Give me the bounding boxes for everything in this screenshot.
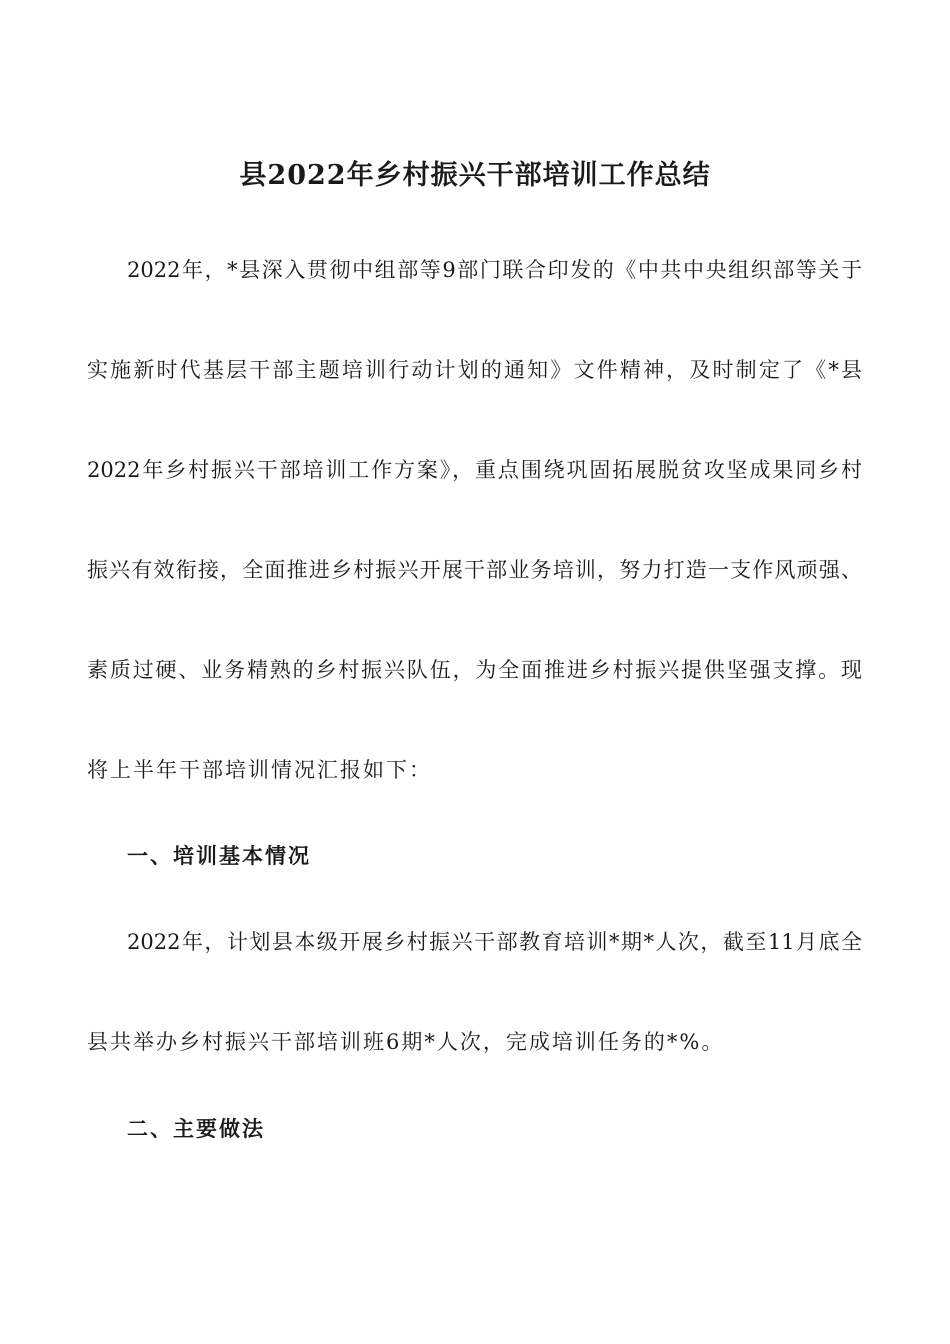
paragraph-line: 振兴有效衔接，全面推进乡村振兴开展干部业务培训，努力打造一支作风顽强、	[87, 558, 862, 582]
section-heading: 二、主要做法	[127, 1116, 265, 1141]
paragraph-line: 2022年乡村振兴干部培训工作方案》，重点围绕巩固拓展脱贫攻坚成果同乡村	[87, 458, 862, 482]
section-heading: 一、培训基本情况	[127, 843, 311, 868]
paragraph-line: 2022年，*县深入贯彻中组部等9部门联合印发的《中共中央组织部等关于	[127, 258, 862, 282]
paragraph-line: 素质过硬、业务精熟的乡村振兴队伍，为全面推进乡村振兴提供坚强支撑。现	[87, 658, 862, 682]
paragraph-line: 县共举办乡村振兴干部培训班6期*人次，完成培训任务的*%。	[87, 1030, 725, 1054]
paragraph-line: 实施新时代基层干部主题培训行动计划的通知》文件精神，及时制定了《*县	[87, 358, 862, 382]
paragraph-line: 2022年，计划县本级开展乡村振兴干部教育培训*期*人次，截至11月底全	[127, 930, 862, 954]
document-title: 县2022年乡村振兴干部培训工作总结	[239, 160, 711, 191]
paragraph-line: 将上半年干部培训情况汇报如下：	[87, 758, 432, 782]
